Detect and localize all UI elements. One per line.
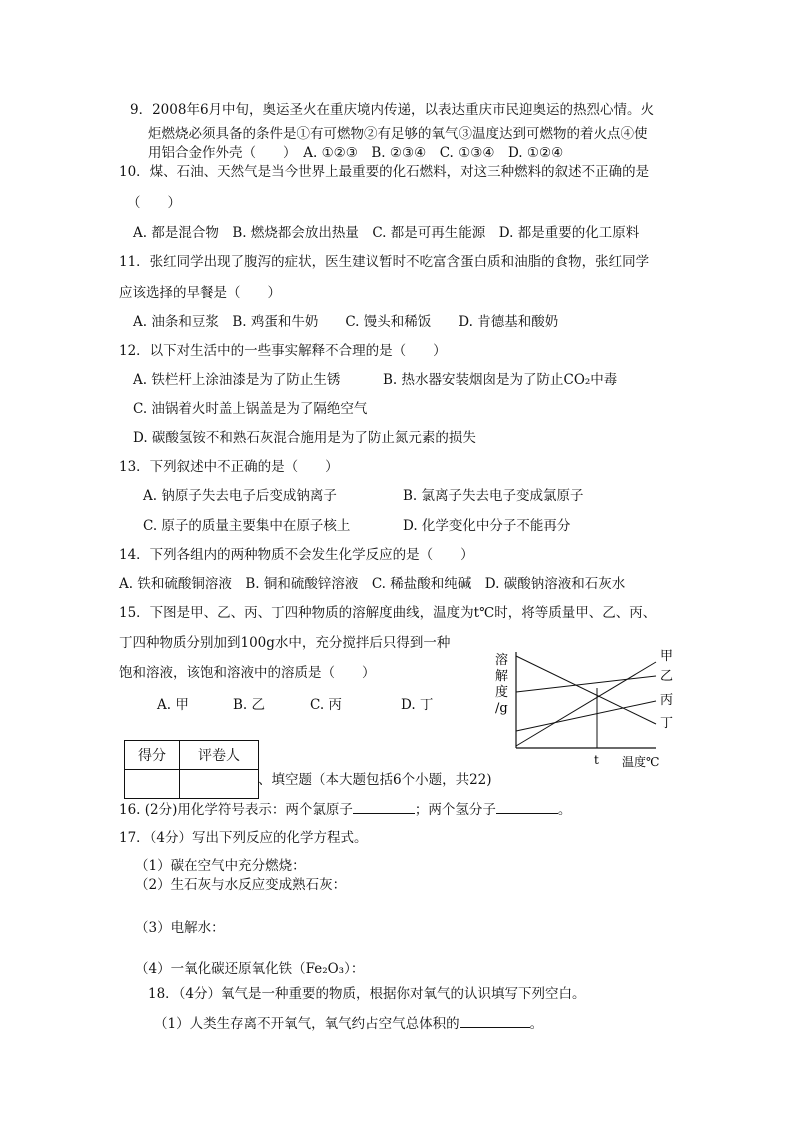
q15-line3: 饱和溶液，该饱和溶液中的溶质是（ ）: [119, 665, 376, 681]
q15-line2: 丁四种物质分别加到100g水中，充分搅拌后只得到一种: [119, 635, 451, 651]
q13-line1: 13．下列叙述中不正确的是（ ）: [119, 459, 339, 475]
q14-options: A. 铁和硫酸铜溶液 B. 铜和硫酸锌溶液 C. 稀盐酸和纯碱 D. 碳酸钠溶液和石灰水: [119, 576, 626, 592]
x-axis-label: 温度℃: [622, 755, 660, 769]
q18-blank-1[interactable]: [460, 1013, 530, 1028]
q14-line1: 14．下列各组内的两种物质不会发生化学反应的是（ ）: [119, 547, 474, 563]
q16-text-b: ；两个氢分子: [414, 802, 496, 818]
q13-opt-a: A. 钠原子失去电子后变成钠离子: [143, 488, 337, 504]
q13-opt-d: D. 化学变化中分子不能再分: [403, 518, 571, 534]
q18-line1: 18．（4分）氧气是一种重要的物质，根据你对氧气的认识填写下列空白。: [148, 986, 586, 1002]
q10-line1: 10．煤、石油、天然气是当今世界上最重要的化石燃料，对这三种燃料的叙述不正确的是: [119, 164, 650, 180]
q12-opt-d: D. 碳酸氢铵不和熟石灰混合施用是为了防止氮元素的损失: [133, 430, 476, 446]
q17-item1: （1）碳在空气中充分燃烧：: [135, 858, 306, 874]
q13-opt-b: B. 氯离子失去电子变成氯原子: [403, 488, 584, 504]
q17-item4: （4）一氧化碳还原氧化铁（Fe₂O₃）：: [135, 961, 365, 977]
q11-line1: 11．张红同学出现了腹泻的症状，医生建议暂时不吃富含蛋白质和油脂的食物，张红同学: [119, 254, 650, 270]
q17-line1: 17．（4分）写出下列反应的化学方程式。: [119, 830, 368, 846]
q9-line1: 9．2008年6月中旬，奥运圣火在重庆境内传递，以表达重庆市民迎奥运的热烈心情。火: [130, 102, 655, 118]
score-header: 得分: [125, 741, 180, 770]
solubility-chart: [490, 640, 690, 775]
q16-line: [119, 799, 571, 820]
q9-line3: 用铝合金作外壳（ ） A. ①②③ B. ②③④ C. ①③④ D. ①②④: [148, 145, 564, 161]
curve-label-ding: 丁: [660, 716, 674, 731]
q10-line2: （ ）: [127, 195, 181, 211]
q12-opt-a: A. 铁栏杆上涂油漆是为了防止生锈: [133, 372, 341, 388]
q18-item1: [154, 1013, 543, 1034]
q12-opt-c: C. 油锅着火时盖上锅盖是为了隔绝空气: [133, 401, 368, 417]
curve-jia: [516, 662, 656, 746]
curve-label-bing: 丙: [660, 693, 674, 708]
q18-item1-text: （1）人类生存离不开氧气，氧气约占空气总体积的: [154, 1016, 460, 1032]
q15-opt-d: D. 丁: [401, 697, 434, 713]
q16-blank-1[interactable]: [353, 799, 415, 814]
y-axis-label-1: 溶: [495, 653, 509, 668]
curve-label-jia: 甲: [660, 649, 674, 664]
q16-text-a: 16. (2分)用化学符号表示：两个氯原子: [119, 802, 353, 818]
score-cell[interactable]: [125, 770, 180, 799]
q11-line2: 应该选择的早餐是（ ）: [119, 285, 281, 301]
q15-line1: 15．下图是甲、乙、丙、丁四种物质的溶解度曲线，温度为t℃时，将等质量甲、乙、丙、: [119, 605, 657, 621]
q17-item2: （2）生石灰与水反应变成熟石灰：: [135, 877, 347, 893]
section-2-title: 、填空题（本大题包括6个小题，共22): [258, 772, 492, 788]
grader-table: [124, 740, 259, 799]
q17-item3: （3）电解水：: [135, 920, 225, 936]
q13-opt-c: C. 原子的质量主要集中在原子核上: [143, 518, 351, 534]
q16-text-c: 。: [557, 802, 572, 818]
q12-opt-b: B. 热水器安装烟囱是为了防止CO₂中毒: [383, 372, 618, 388]
y-axis-label-3: 度: [495, 685, 509, 700]
reviewer-header: 评卷人: [180, 741, 259, 770]
reviewer-cell[interactable]: [180, 770, 259, 799]
curve-bing: [516, 701, 656, 731]
x-tick-t: t: [594, 753, 599, 767]
y-axis-label-4: /g: [495, 701, 508, 716]
q12-line1: 12．以下对生活中的一些事实解释不合理的是（ ）: [119, 343, 447, 359]
y-axis-label-2: 解: [495, 669, 509, 684]
q9-line2: 炬燃烧必须具备的条件是①有可燃物②有足够的氧气③温度达到可燃物的着火点④使: [148, 126, 648, 142]
q10-options: A. 都是混合物 B. 燃烧都会放出热量 C. 都是可再生能源 D. 都是重要的化工原料: [133, 225, 640, 241]
q15-opt-b: B. 乙: [233, 697, 266, 713]
q15-opt-a: A. 甲: [157, 697, 189, 713]
q18-item1-end: 。: [529, 1016, 544, 1032]
q11-options: A. 油条和豆浆 B. 鸡蛋和牛奶 C. 馒头和稀饭 D. 肯德基和酸奶: [133, 314, 559, 330]
q16-blank-2[interactable]: [496, 799, 558, 814]
q15-opt-c: C. 丙: [310, 697, 342, 713]
curve-label-yi: 乙: [660, 669, 674, 684]
